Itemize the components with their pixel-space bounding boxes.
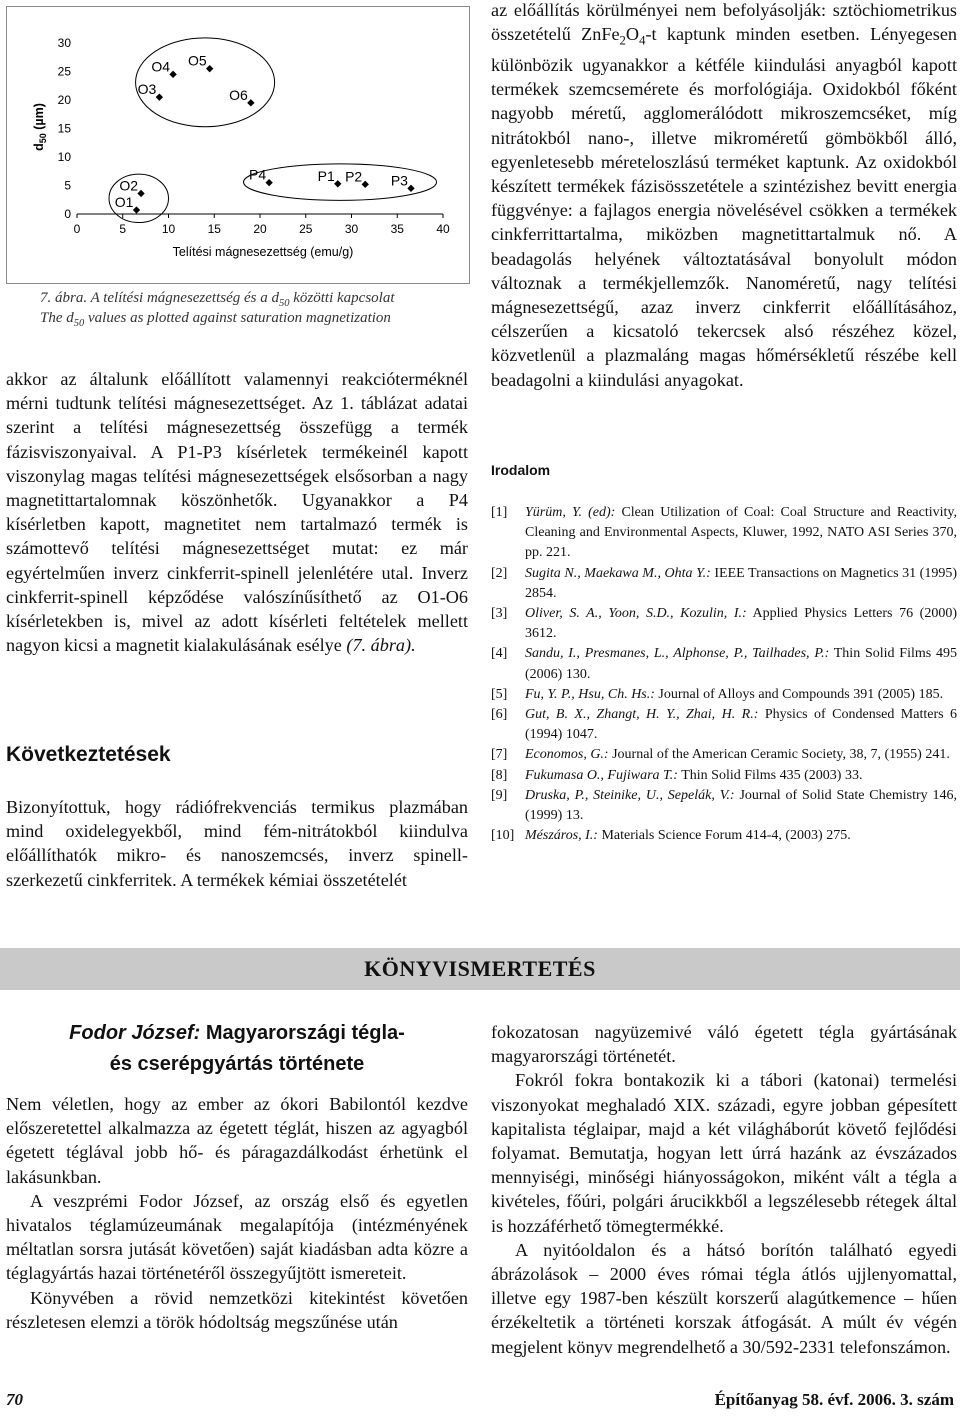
- review-paragraph: Könyvében a rövid nemzetközi kitekintést követően részletesen elemzi a török hódoltság megszűnése után: [6, 1287, 468, 1332]
- reference-text: Fukumasa O., Fujiwara T.: Thin Solid Films 435 (2003) 33.: [525, 767, 863, 783]
- data-point: [362, 181, 369, 188]
- review-paragraph: fokozatosan nagyüzemivé váló égetett tégla gyártásának magyarországi történetét.: [491, 1022, 957, 1067]
- y-tick-label: 15: [57, 121, 71, 136]
- x-tick-label: 15: [207, 222, 221, 236]
- figure-7: [6, 6, 470, 284]
- reference-text: Fu, Y. P., Hsu, Ch. Hs.: Journal of Alloys and Compounds 391 (2005) 185.: [525, 686, 944, 702]
- reference-item: [491, 745, 957, 765]
- data-point: [133, 206, 140, 213]
- point-label: P1: [317, 167, 335, 184]
- reference-number: [8]: [491, 767, 508, 783]
- y-tick-label: 0: [64, 207, 71, 221]
- y-tick-label: 20: [57, 93, 71, 107]
- x-tick-label: 25: [299, 222, 313, 236]
- reference-authors: Yürüm, Y. (ed):: [525, 505, 616, 520]
- point-label: O3: [137, 81, 157, 98]
- data-point: [265, 179, 272, 186]
- reference-number: [9]: [491, 787, 508, 803]
- y-tick-label: 5: [64, 178, 71, 193]
- reference-list: [491, 503, 957, 846]
- point-label: O1: [114, 194, 134, 211]
- book-title-line-1: Magyarországi tégla-: [200, 1022, 405, 1044]
- chemical-formula: $ZnFe_2O_4$: [581, 24, 646, 48]
- point-label: P4: [249, 166, 267, 183]
- x-axis-label: Telítési mágnesezettség (emu/g): [172, 245, 354, 259]
- reference-number: [10]: [491, 828, 515, 844]
- y-tick-label: 25: [57, 64, 71, 79]
- reference-authors: Gut, B. X., Zhangt, H. Y., Zhai, H. R.:: [525, 707, 759, 723]
- book-review-left: [6, 1092, 468, 1334]
- left-paragraph-2: Bizonyítottuk, hogy rádiófrekvenciás termikus plazmában mind oxidelegyekből, mind fém-nitrátokból kiindulva előállíthatók mikro- és nanoszemcsés, inverz spinell-szerkezetű cinkferritek. A termékek kémiai összetételét: [6, 797, 468, 890]
- y-tick-label: 10: [57, 150, 71, 164]
- chart-points: [115, 53, 415, 214]
- references-heading: Irodalom: [491, 462, 551, 478]
- group-ellipse: [136, 38, 275, 127]
- data-point: [206, 65, 213, 72]
- data-point: [334, 180, 341, 187]
- caption-hu-text: 7. ábra. A telítési mágnesezettség és a $d_{50}$ közötti kapcsolat: [40, 290, 395, 309]
- reference-number: [1]: [491, 505, 508, 520]
- reference-text: Economos, G.: Journal of the American Ceramic Society, 38, 7, (1955) 241.: [525, 747, 950, 763]
- data-point: [247, 99, 254, 106]
- reference-authors: Economos, G.:: [525, 747, 609, 763]
- reference-text: Yürüm, Y. (ed): Clean Utilization of Coal: Coal Structure and Reactivity, Cleaning and Environmental Aspects, Kluwer, 1992, NATO ASI Series 370, pp. 221.: [525, 505, 957, 561]
- point-label: P2: [345, 168, 363, 185]
- x-tick-label: 40: [436, 222, 450, 236]
- figure-reference: (7. ábra).: [346, 635, 416, 656]
- reference-item: [491, 604, 957, 644]
- point-label: O2: [119, 177, 139, 194]
- reference-number: [5]: [491, 686, 508, 702]
- reference-number: [6]: [491, 707, 508, 723]
- reference-item: [491, 564, 957, 604]
- x-tick-label: 5: [119, 222, 127, 236]
- reference-number: [7]: [491, 747, 508, 763]
- reference-text: Oliver, S. A., Yoon, S.D., Kozulin, I.: Applied Physics Letters 76 (2000) 3612.: [525, 606, 957, 642]
- y-tick-label: 30: [57, 36, 71, 50]
- book-title-line-2: és cserépgyártás története: [109, 1053, 365, 1075]
- reference-authors: Fu, Y. P., Hsu, Ch. Hs.:: [525, 686, 655, 702]
- reference-authors: Sandu, I., Presmanes, L., Alphonse, P., Tailhades, P.:: [525, 646, 830, 662]
- y-axis-label: $d_{50}$ (µm): [32, 103, 48, 151]
- reference-item: [491, 786, 957, 826]
- journal-info: Építőanyag 58. évf. 2006. 3. szám: [714, 1390, 954, 1409]
- data-point: [169, 71, 176, 78]
- book-review-banner: [0, 948, 960, 990]
- reference-number: [4]: [491, 646, 508, 662]
- point-label: O5: [187, 52, 207, 69]
- review-paragraph: Fokról fokra bontakozik ki a tábori (katonai) termelési viszonyokat meghaladó XIX. századi, egyre jobban gépesített kapitalista téglaipar, majd a két világháborút követő fejlődési folyamat. Bemutatja, hogyan lett úrrá hazánk az évszázados mennyiségi, minőségi hiányosságokon, miként vált a tégla a kivételes, főúri, polgári árucikkből a legszélesebb rétegek által is hozzáférhető tömegtermékké.: [491, 1070, 957, 1236]
- figure-caption-hu: [40, 290, 395, 309]
- paragraph-text-end: -t kaptunk minden esetben. Lényegesen különbözik ugyanakkor a kétféle kiindulási anyagból kapott termékek szemcsemérete és morfológiája. Oxidokból főként nagyobb méretű, agglomerálódott mikroszemcséket, míg nitrátokból nano-, illetve mikroméretű gömbökből álló, egyenletesebb méreteloszlású terméket kaptunk. Az oxidokból készített termékek fázisösszetétele a szintézishez bevitt energia függvénye: a fajlagos energia növelésével csökken a termékek cinkferrittartalma, miközben magnetittartalmuk nő. A beadagolás helyének változtatásával bonyolult módon változnak a termékjellemzők. Nanoméretű, nagy telítési mágnesezettségű, azaz inverz cinkferrit előállításához, célszerűen a kicsatoló tekercsek alsó részéhez közel, közvetlenül a plazmaláng magas hőmérsékletű részébe kell beadagolni a kiindulási anyagokat.: [491, 24, 957, 390]
- reference-item: [491, 503, 957, 564]
- reference-item: [491, 644, 957, 684]
- data-point: [137, 190, 144, 197]
- data-point: [407, 185, 414, 192]
- reference-text: Sugita N., Maekawa M., Ohta Y.: IEEE Transactions on Magnetics 31 (1995) 2854.: [525, 565, 958, 601]
- review-paragraph: A nyitóoldalon és a hátsó borítón található egyedi ábrázolások – 2000 éves római tégla átlós ujjlenyomattal, illetve egy 1987-ben készült korszerű alagútkemence – hűen érzékeltetik a történeti korszak átfogását. A múlt év végén megjelent könyv megrendelhető a 30/592-2331 telefonszámon.: [491, 1239, 957, 1357]
- x-tick-label: 0: [73, 222, 81, 236]
- paragraph-text-start: az előállítás körülményei nem befolyásolják: sztöchiometrikus összetételű: [491, 0, 957, 45]
- x-tick-label: 20: [253, 222, 267, 236]
- book-author: Fodor József:: [69, 1022, 201, 1044]
- page-number: 70: [6, 1390, 23, 1409]
- reference-authors: Sugita N., Maekawa M., Ohta Y.:: [525, 565, 711, 581]
- reference-item: [491, 685, 957, 705]
- right-paragraph: [491, 0, 957, 392]
- reference-item: [491, 766, 957, 786]
- book-review-right: [491, 1020, 957, 1359]
- review-paragraph: Nem véletlen, hogy az ember az ókori Babilontól kezdve előszeretettel alkalmazza az égetett téglát, hiszen az agyagból égetett téglával jobb hő- és páragazdálkodást érhetünk el lakásunkban.: [6, 1094, 468, 1187]
- x-tick-label: 10: [161, 222, 176, 236]
- left-paragraph-1: [6, 367, 468, 657]
- reference-number: [3]: [491, 606, 508, 622]
- banner-title: KÖNYVISMERTETÉS: [364, 956, 596, 981]
- reference-item: [491, 826, 957, 846]
- reference-text: Gut, B. X., Zhangt, H. Y., Zhai, H. R.: Physics of Condensed Matters 6 (1994) 1047.: [525, 707, 957, 743]
- reference-authors: Mészáros, I.:: [525, 828, 598, 844]
- scatter-chart: [7, 7, 469, 283]
- data-point: [156, 93, 163, 100]
- x-tick-label: 35: [390, 222, 404, 236]
- figure-caption-en: [40, 310, 391, 329]
- point-label: P3: [390, 172, 408, 189]
- paragraph-text: akkor az általunk előállított valamennyi reakcióterméknél mérni tudtunk telítési mágnesezettséget. Az 1. táblázat adatai szerint a telítési mágnesezettség összefügg a termék fázisviszonyaival. A P1-P3 kísérletek termékeinél kapott viszonylag magas telítési mágnesezettségek elsősorban a nagy magnetittartalomnak köszönhetők. Ugyanakkor a P4 kísérletben kapott, magnetitet nem tartalmazó termék is számottevő telítési mágnesezettséget mutat: ez már egyértelműen inverz cinkferrit-spinell jelenlétére utal. Inverz cinkferrit-spinell képződése valószínűsíthető az O1-O6 kísérletekben is, mivel az adott kísérleti feltételek mellett nagyon kicsi a magnetit kialakulásának esélye: [6, 369, 468, 656]
- point-label: O6: [229, 86, 248, 103]
- section-heading-conclusions: Következtetések: [6, 743, 171, 766]
- reference-authors: Fukumasa O., Fujiwara T.:: [525, 767, 678, 783]
- caption-en-text: The $d_{50}$ values as plotted against saturation magnetization: [40, 310, 391, 329]
- reference-text: Sandu, I., Presmanes, L., Alphonse, P., Tailhades, P.: Thin Solid Films 495 (2006) 130.: [525, 646, 957, 682]
- reference-authors: Druska, P., Steinike, U., Sepelák, V.:: [525, 787, 735, 803]
- review-paragraph: A veszprémi Fodor József, az ország első és egyetlen hivatalos téglamúzeumának megalapítója (intézményének méltatlan sorsra jutását követően) saját kiadásban adta közre a téglagyártás hazai történetéről összegyűjtött ismereteit.: [6, 1190, 468, 1284]
- reference-text: Mészáros, I.: Materials Science Forum 414-4, (2003) 275.: [525, 828, 851, 844]
- reference-item: [491, 705, 957, 745]
- book-title: [6, 1018, 468, 1080]
- reference-number: [2]: [491, 565, 508, 581]
- reference-authors: Oliver, S. A., Yoon, S.D., Kozulin, I.:: [525, 606, 747, 622]
- reference-text: Druska, P., Steinike, U., Sepelák, V.: Journal of Solid State Chemistry 146, (1999) 13.: [525, 787, 957, 824]
- x-tick-label: 30: [344, 222, 359, 236]
- point-label: O4: [151, 58, 171, 75]
